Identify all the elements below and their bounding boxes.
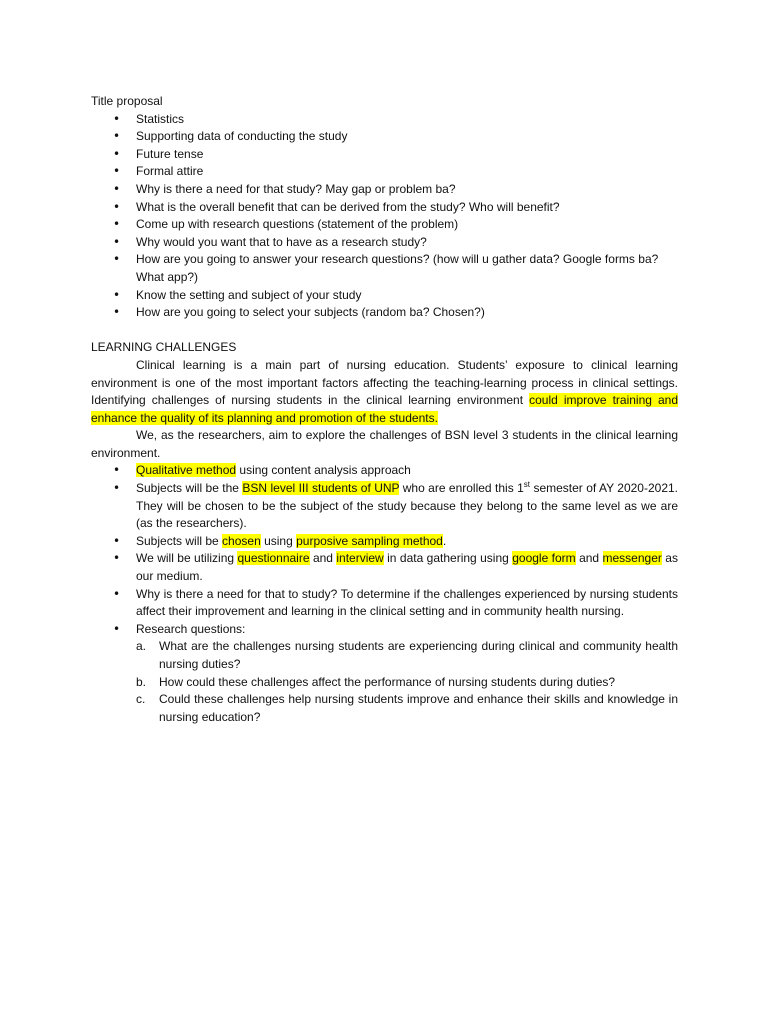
list-item-need: • Why is there a need for that to study? To determine if the challenges experienced by nursing students affect their improvement and learning in the clinical setting and in community health nursing. [136, 586, 678, 621]
title-proposal-heading: Title proposal [91, 94, 163, 108]
superscript: st [523, 480, 531, 490]
item-text: semester of AY 2020-2021. They will be chosen to be the subject of the study because they belong to the same level as we are (as the researchers). [136, 481, 679, 531]
list-item: • Know the setting and subject of your study [136, 287, 678, 305]
list-item: • Why would you want that to have as a research study? [136, 234, 678, 252]
item-text: in data gathering using [383, 551, 513, 566]
list-item: • Future tense [136, 146, 678, 164]
item-text: We will be utilizing [136, 551, 238, 566]
question-marker: a. [136, 639, 147, 654]
question-marker: b. [136, 674, 147, 689]
item-text: and [575, 551, 603, 566]
highlighted-text: Qualitative method [136, 463, 237, 478]
highlighted-text: BSN level III students of UNP [242, 481, 400, 496]
spacer [91, 322, 678, 340]
learning-challenges-heading: LEARNING CHALLENGES [91, 340, 237, 355]
question-text: Could these challenges help nursing students improve and enhance their skills and knowledge in nursing education? [159, 692, 678, 724]
research-questions-list [136, 638, 678, 726]
item-text: using [260, 533, 297, 548]
list-item: • Formal attire [136, 163, 678, 181]
list-item: • What is the overall benefit that can be derived from the study? Who will benefit? [136, 199, 678, 217]
research-question [136, 691, 678, 726]
intro-paragraph [91, 357, 678, 427]
list-item-tools [136, 550, 678, 585]
list-item-subjects [136, 480, 678, 533]
research-question [136, 674, 678, 692]
research-questions-label: Research questions: [136, 621, 246, 636]
highlighted-text: google form [512, 551, 576, 566]
list-item: • How are you going to answer your research questions? (how will u gather data? Google forms ba? What app?) [136, 251, 678, 286]
research-question [136, 638, 678, 673]
list-item: • Statistics [136, 111, 678, 129]
list-item: • Supporting data of conducting the study [136, 128, 678, 146]
highlighted-text: questionnaire [237, 551, 310, 566]
item-text: and [309, 551, 337, 566]
document-body [91, 93, 678, 726]
list-item: • Come up with research questions (statement of the problem) [136, 216, 678, 234]
list-item-research-questions [136, 621, 678, 727]
item-text: . [442, 533, 447, 548]
intro-text: Clinical learning is a main part of nursing education. Students’ exposure to clinical learning environment is one of the most important factors affecting the teaching-learning process in clinical settings. Identifying challenges of nursing students in the clinical learning environment [91, 357, 678, 408]
title-proposal-list [91, 111, 678, 322]
list-item-method [136, 462, 678, 480]
highlighted-text: could improve training and enhance the quality of its planning and promotion of the students. [91, 393, 678, 425]
highlighted-text: chosen [222, 533, 261, 548]
item-text: using content analysis approach [236, 463, 411, 478]
item-text: Subjects will be the [136, 481, 243, 496]
method-list [91, 462, 678, 726]
list-item: • Why is there a need for that study? May gap or problem ba? [136, 181, 678, 199]
item-text: as our medium. [136, 551, 678, 584]
list-item-sampling [136, 533, 678, 551]
question-text: What are the challenges nursing students are experiencing during clinical and community health nursing duties? [159, 639, 678, 671]
highlighted-text: messenger [602, 551, 662, 566]
highlighted-text: interview [336, 551, 384, 566]
question-marker: c. [136, 692, 146, 707]
list-item: • How are you going to select your subjects (random ba? Chosen?) [136, 304, 678, 322]
question-text: How could these challenges affect the performance of nursing students during duties? [159, 674, 616, 689]
aim-paragraph: We, as the researchers, aim to explore the challenges of BSN level 3 students in the clinical learning environment. [91, 428, 678, 460]
highlighted-text: purposive sampling method [296, 533, 443, 548]
item-text: who are enrolled this 1 [399, 481, 524, 496]
item-text: Subjects will be [136, 533, 223, 548]
